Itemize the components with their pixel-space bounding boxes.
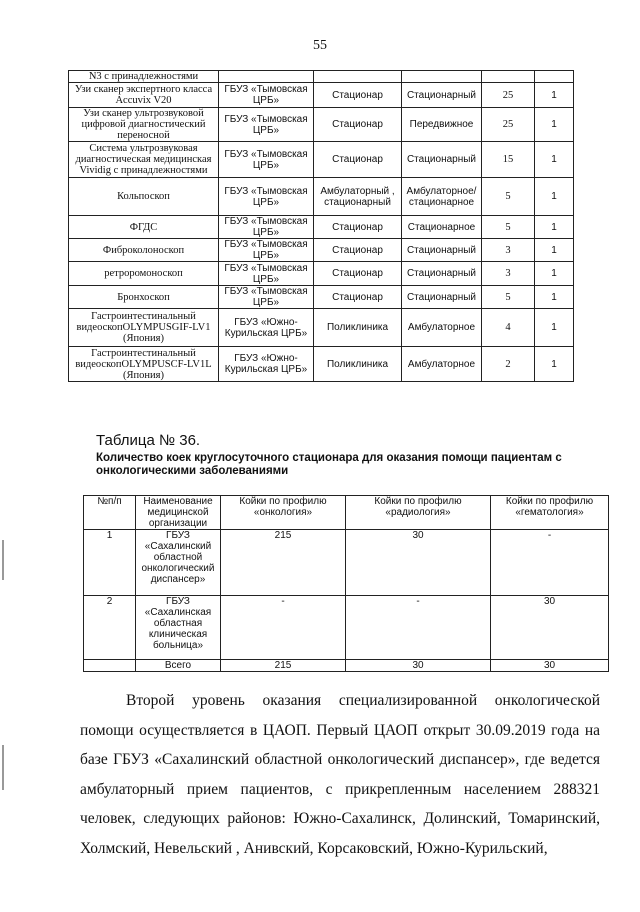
facility-type: Стационар (314, 83, 402, 108)
equipment-name: Гастроинтестинальный видеоскопOLYMPUSCF-LV1L (Япония) (69, 347, 219, 382)
facility-type: Стационар (314, 108, 402, 142)
organization (219, 71, 314, 83)
quantity: 1 (535, 83, 574, 108)
organization: ГБУЗ «Тымовская ЦРБ» (219, 178, 314, 216)
organization: ГБУЗ «Тымовская ЦРБ» (219, 239, 314, 262)
total-radiology: 30 (346, 660, 491, 672)
row-oncology: - (221, 596, 346, 660)
equipment-name: Бронхоскоп (69, 286, 219, 309)
equipment-name: Узи сканер ультрозвуковой цифровой диагностический переносной (69, 108, 219, 142)
header-oncology: Койки по профилю «онкология» (221, 496, 346, 530)
equipment-row (69, 83, 574, 108)
table-caption: Количество коек круглосуточного стационара для оказания помощи пациентам с онкологическими заболеваниями (96, 452, 562, 477)
facility-type: Стационар (314, 239, 402, 262)
organization: ГБУЗ «Тымовская ЦРБ» (219, 108, 314, 142)
organization: ГБУЗ «Тымовская ЦРБ» (219, 286, 314, 309)
table-title: Таблица № 36. (96, 432, 201, 449)
service-years: 25 (482, 83, 535, 108)
equipment-name: Система ультрозвуковая диагностическая медицинская Vividig с принадлежностями (69, 142, 219, 178)
beds-header-row (84, 496, 609, 530)
row-radiology: - (346, 596, 491, 660)
service-years: 3 (482, 239, 535, 262)
equipment-name: N3 с принадлежностями (69, 71, 219, 83)
page-number: 55 (313, 38, 327, 53)
organization: ГБУЗ «Южно-Курильская ЦРБ» (219, 347, 314, 382)
service-years: 15 (482, 142, 535, 178)
equipment-table (68, 70, 574, 382)
equipment-name: Кольпоскоп (69, 178, 219, 216)
equipment-name: Узи сканер экспертного класса Accuvix V20 (69, 83, 219, 108)
header-radiology: Койки по профилю «радиология» (346, 496, 491, 530)
organization: ГБУЗ «Тымовская ЦРБ» (219, 83, 314, 108)
quantity: 1 (535, 286, 574, 309)
operation-mode: Стационарный (402, 142, 482, 178)
equipment-row (69, 216, 574, 239)
facility-type: Стационар (314, 142, 402, 178)
operation-mode: Стационарный (402, 262, 482, 286)
operation-mode: Стационарное (402, 216, 482, 239)
facility-type: Стационар (314, 286, 402, 309)
equipment-name: ретроромоноскоп (69, 262, 219, 286)
facility-type: Поликлиника (314, 347, 402, 382)
organization: ГБУЗ «Южно-Курильская ЦРБ» (219, 309, 314, 347)
operation-mode: Передвижное (402, 108, 482, 142)
equipment-row (69, 142, 574, 178)
quantity (535, 71, 574, 83)
service-years: 5 (482, 178, 535, 216)
organization: ГБУЗ «Тымовская ЦРБ» (219, 142, 314, 178)
facility-type: Стационар (314, 262, 402, 286)
operation-mode: Амбулаторное/стационарное (402, 178, 482, 216)
service-years: 3 (482, 262, 535, 286)
service-years: 25 (482, 108, 535, 142)
row-num: 1 (84, 530, 136, 596)
facility-type: Стационар (314, 216, 402, 239)
equipment-row (69, 108, 574, 142)
header-num: №п/п (84, 496, 136, 530)
operation-mode: Стационарный (402, 286, 482, 309)
total-label: Всего (136, 660, 221, 672)
total-oncology: 215 (221, 660, 346, 672)
beds-row (84, 596, 609, 660)
quantity: 1 (535, 347, 574, 382)
service-years: 5 (482, 216, 535, 239)
row-hematology: 30 (491, 596, 609, 660)
operation-mode: Амбулаторное (402, 347, 482, 382)
quantity: 1 (535, 142, 574, 178)
facility-type: Поликлиника (314, 309, 402, 347)
equipment-name: ФГДС (69, 216, 219, 239)
row-num: 2 (84, 596, 136, 660)
paragraph-text: Второй уровень оказания специализированной онкологической помощи осуществляется в ЦАОП. Первый ЦАОП открыт 30.09.2019 года на базе ГБУЗ «Сахалинский областной онкологический диспансер», где ведется амбулаторный прием пациентов, с прикрепленным населением 288321 человек, следующих районов: Южно-Сахалинск, Долинский, Томаринский, Холмский, Невельский , Анивский, Корсаковский, Южно-Курильский, (80, 692, 600, 857)
operation-mode: Стационарный (402, 239, 482, 262)
quantity: 1 (535, 262, 574, 286)
quantity: 1 (535, 216, 574, 239)
row-org: ГБУЗ «Сахалинская областная клиническая больница» (136, 596, 221, 660)
facility-type (314, 71, 402, 83)
equipment-row (69, 309, 574, 347)
operation-mode: Амбулаторное (402, 309, 482, 347)
service-years (482, 71, 535, 83)
equipment-row (69, 178, 574, 216)
equipment-name: Фиброколоноскоп (69, 239, 219, 262)
row-radiology: 30 (346, 530, 491, 596)
header-org: Наименование медицинской организации (136, 496, 221, 530)
facility-type: Амбулаторный , стационарный (314, 178, 402, 216)
scan-margin-mark (2, 540, 4, 580)
organization: ГБУЗ «Тымовская ЦРБ» (219, 216, 314, 239)
service-years: 2 (482, 347, 535, 382)
quantity: 1 (535, 178, 574, 216)
header-hematology: Койки по профилю «гематология» (491, 496, 609, 530)
quantity: 1 (535, 108, 574, 142)
equipment-row (69, 347, 574, 382)
beds-table (83, 495, 609, 672)
equipment-row (69, 286, 574, 309)
total-num (84, 660, 136, 672)
organization: ГБУЗ «Тымовская ЦРБ» (219, 262, 314, 286)
service-years: 4 (482, 309, 535, 347)
quantity: 1 (535, 309, 574, 347)
scan-margin-mark (2, 745, 4, 790)
operation-mode (402, 71, 482, 83)
total-hematology: 30 (491, 660, 609, 672)
equipment-row (69, 71, 574, 83)
body-paragraph (80, 686, 600, 863)
equipment-row (69, 262, 574, 286)
equipment-name: Гастроинтестинальный видеоскопOLYMPUSGIF-LV1 (Япония) (69, 309, 219, 347)
operation-mode: Стационарный (402, 83, 482, 108)
quantity: 1 (535, 239, 574, 262)
row-org: ГБУЗ «Сахалинский областной онкологический диспансер» (136, 530, 221, 596)
row-hematology: - (491, 530, 609, 596)
equipment-row (69, 239, 574, 262)
beds-total-row (84, 660, 609, 672)
service-years: 5 (482, 286, 535, 309)
row-oncology: 215 (221, 530, 346, 596)
beds-row (84, 530, 609, 596)
